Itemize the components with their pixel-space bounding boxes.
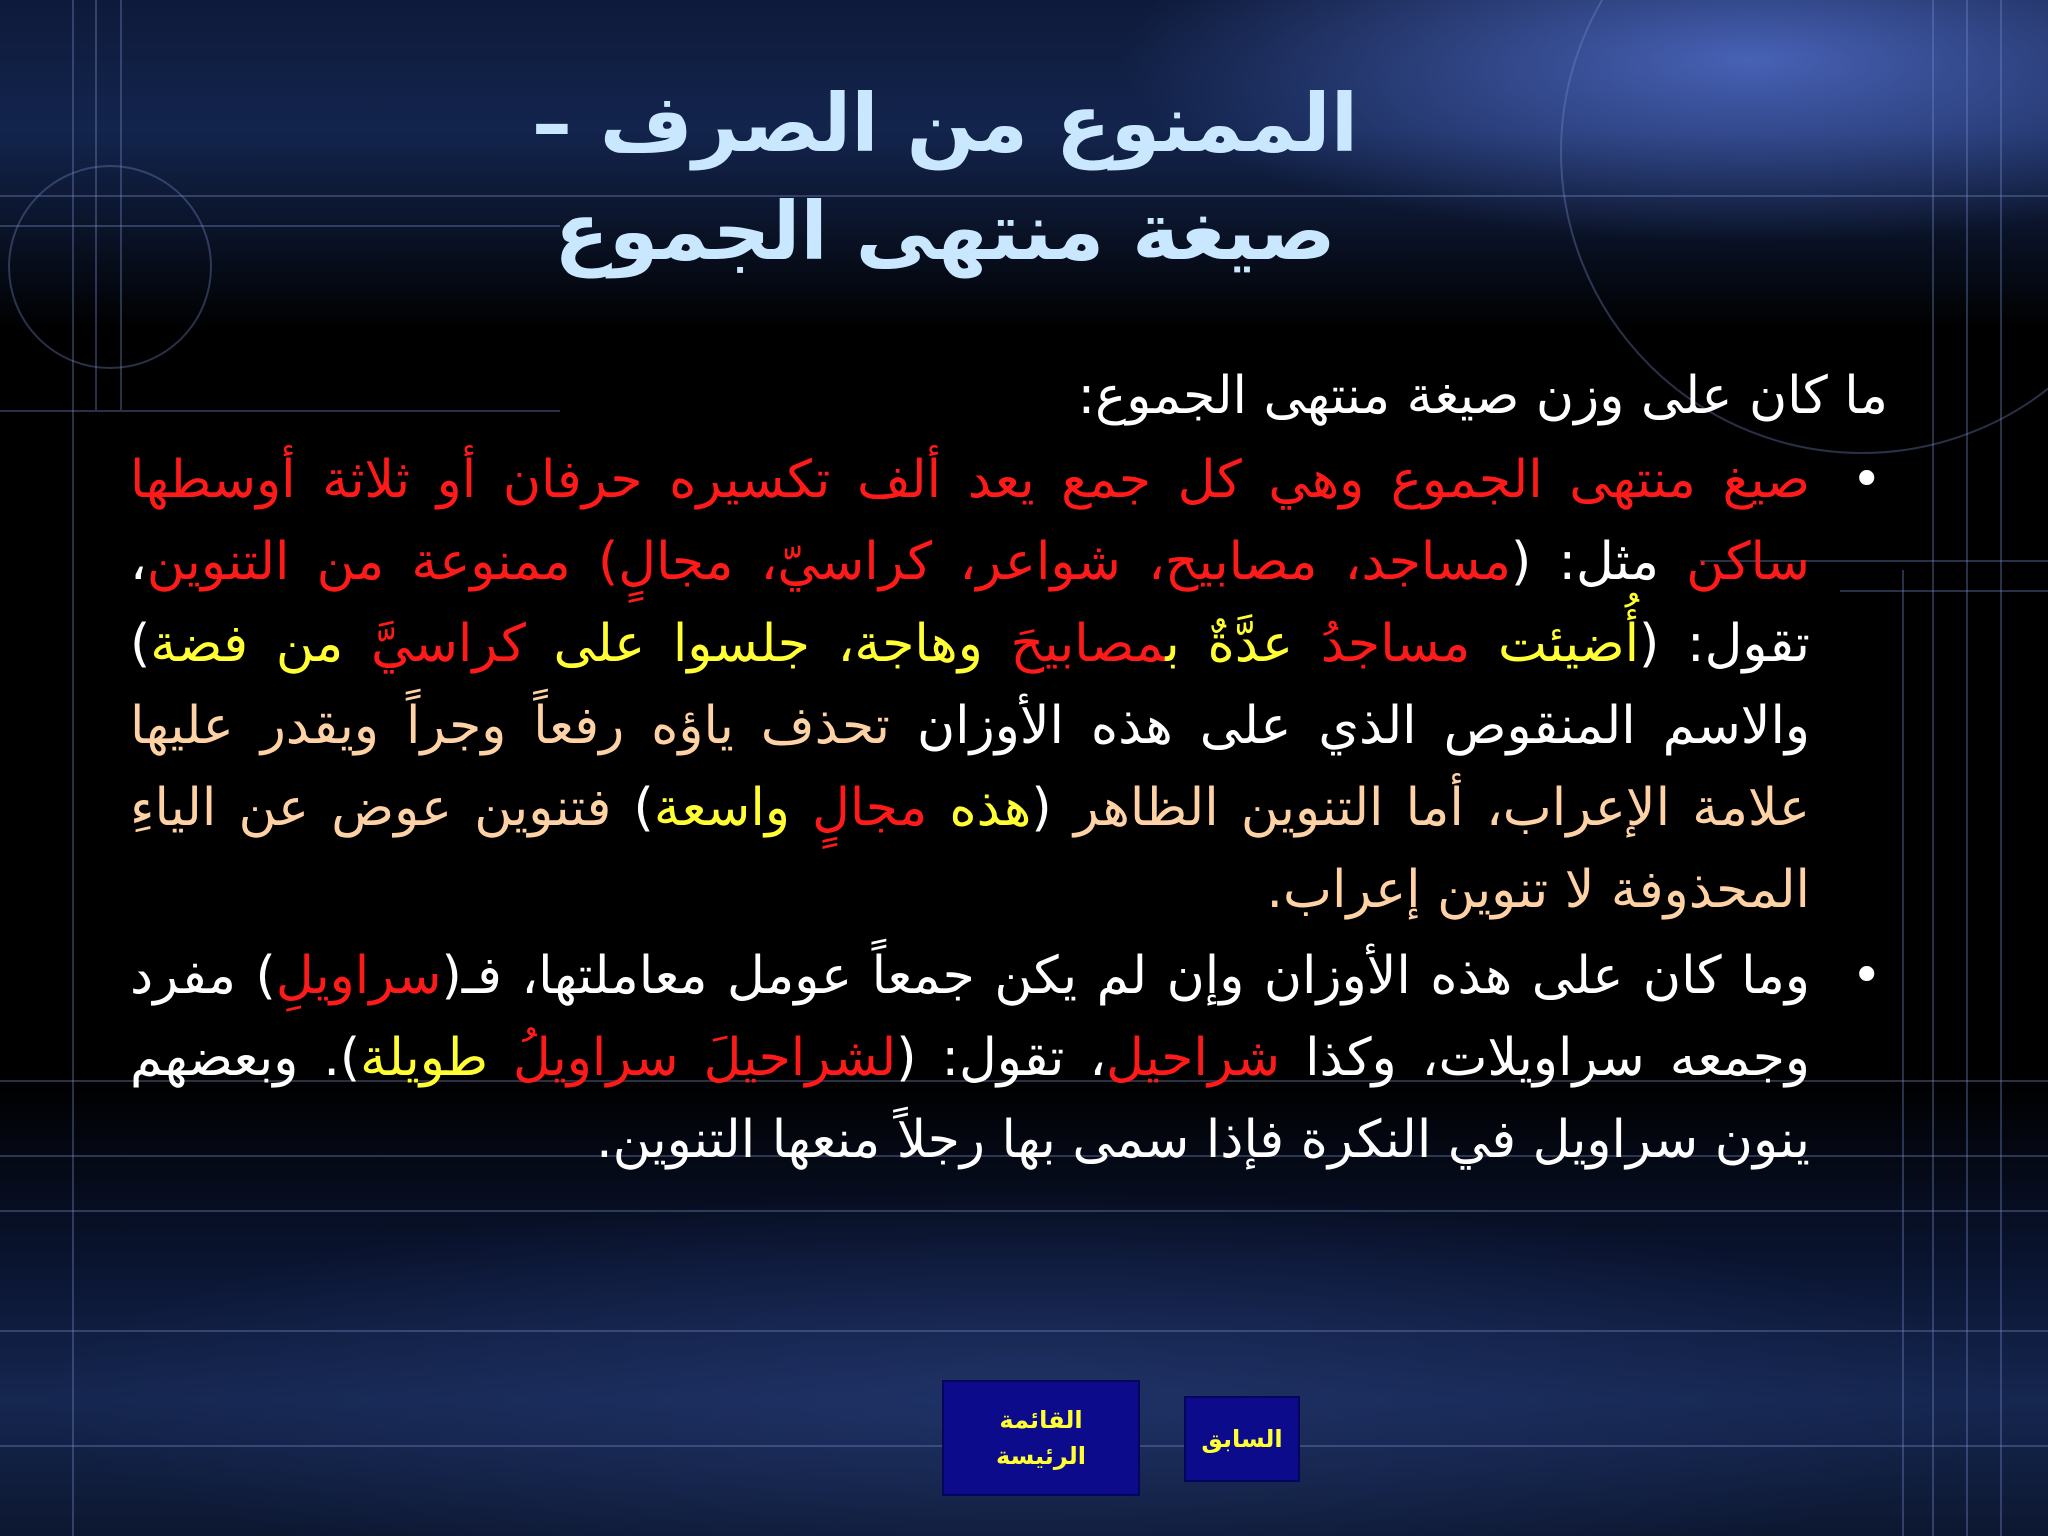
main-menu-label-line-1: القائمة: [999, 1406, 1083, 1434]
bullet-item-1: [130, 439, 1890, 931]
decor-line: [1932, 0, 1934, 1536]
text-segment: مصابيحَ: [1010, 614, 1166, 674]
decor-line: [1966, 0, 1968, 1536]
text-segment: ) ممنوعة من التنوين: [146, 532, 619, 592]
text-segment: تحذف ياؤه رفعاً وجراً ويقدر عليها علامة الإعراب، أما التنوين الظاهر: [130, 696, 1810, 838]
text-segment: مجالٍ: [812, 778, 928, 838]
text-segment: (: [1031, 778, 1074, 838]
text-segment: مساجد، مصابيح، شواعر، كراسيّ، مجالٍ: [618, 532, 1511, 592]
text-segment: سراويلِ: [275, 946, 442, 1006]
title-line-1: الممنوع من الصرف –: [531, 77, 1359, 170]
previous-button[interactable]: [1184, 1396, 1300, 1482]
text-segment: ). وبعضهم ينون سراويل في النكرة فإذا سمى بها رجلاً منعها التنوين.: [130, 1028, 1810, 1170]
main-menu-label-line-2: الرئيسة: [996, 1442, 1086, 1470]
bullet-marker: •: [1851, 946, 1882, 1006]
previous-button-label: السابق: [1201, 1425, 1283, 1453]
text-segment: ، تقول: (: [130, 532, 1810, 674]
decor-line: [0, 1330, 2048, 1332]
text-segment: شراحيل: [1106, 1028, 1281, 1088]
text-segment: كراسيَّ: [371, 614, 526, 674]
title-line-2: صيغة منتهى الجموع: [554, 185, 1336, 278]
text-segment: عدَّةٌ ب: [1165, 614, 1321, 674]
decor-line: [95, 0, 97, 410]
text-segment: هذه: [927, 778, 1032, 838]
text-segment: ، تقول: (: [896, 1028, 1107, 1088]
text-segment: ) والاسم المنقوص الذي على هذه الأوزان: [130, 614, 1810, 756]
text-segment: ) مفرد وجمعه سراويلات، وكذا: [130, 946, 1810, 1088]
text-segment: لشراحيلَ سراويلُ: [512, 1028, 897, 1088]
text-segment: من فضة: [150, 614, 372, 674]
text-segment: أُضيئت: [1470, 614, 1640, 674]
intro-text: ما كان على وزن صيغة منتهى الجموع:: [1077, 366, 1888, 426]
text-segment: وهاجة، جلسوا على: [525, 614, 1011, 674]
decor-line: [1902, 570, 1904, 1536]
decor-line: [2000, 0, 2002, 1536]
decor-circle: [8, 165, 212, 369]
text-segment: وما كان على هذه الأوزان وإن لم يكن جمعاً عومل معاملتها، فـ(: [441, 946, 1810, 1006]
slide-title: [420, 70, 1470, 286]
text-segment: صيغ منتهى الجموع وهي كل جمع يعد ألف تكسيره حرفان أو ثلاثة أوسطها ساكن: [130, 450, 1810, 592]
decor-line: [0, 1210, 2048, 1212]
text-segment: واسعة: [653, 778, 813, 838]
bullet-marker: •: [1851, 450, 1882, 510]
bullet-item-2: [130, 935, 1890, 1181]
main-menu-button[interactable]: [942, 1380, 1140, 1496]
decor-line: [72, 0, 74, 1536]
text-segment: ): [611, 778, 654, 838]
decor-line: [120, 0, 122, 410]
slide-body: [130, 355, 1890, 1181]
text-segment: طويلة: [360, 1028, 513, 1088]
text-segment: فتنوين عوض عن الياءِ المحذوفة لا تنوين إعراب.: [130, 778, 1810, 920]
text-segment: مساجدُ: [1320, 614, 1471, 674]
text-segment: مثل: (: [1510, 532, 1687, 592]
